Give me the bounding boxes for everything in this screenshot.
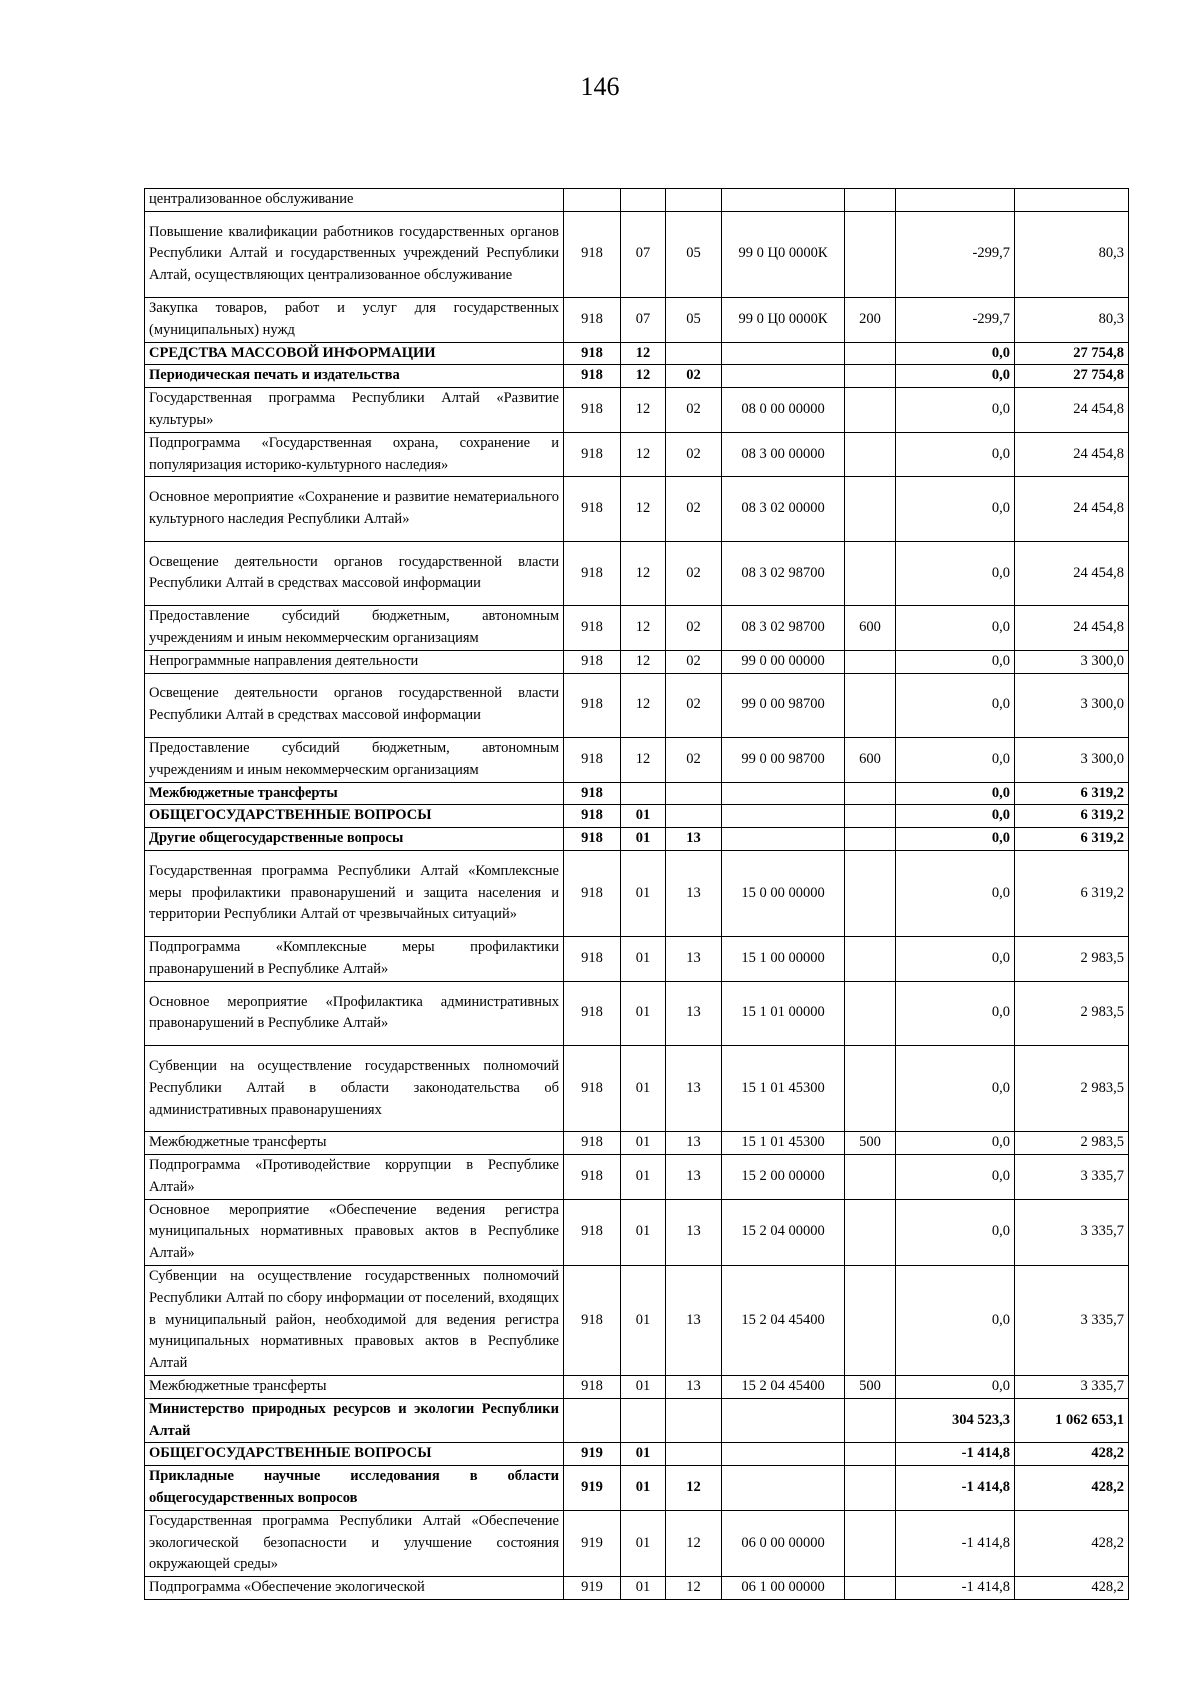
row-name: Непрограммные направления деятельности: [145, 650, 564, 673]
row-target-article-code: 15 1 00 00000: [722, 937, 845, 982]
row-subsection-code: 13: [666, 1132, 722, 1155]
row-name: Основное мероприятие «Профилактика административных правонарушений в Республике Алтай»: [145, 981, 564, 1045]
row-grbs-code: 918: [564, 1132, 621, 1155]
row-grbs-code: 918: [564, 673, 621, 737]
row-expense-type-code: [845, 365, 896, 388]
budget-table-body: [145, 189, 1129, 1600]
row-grbs-code: 918: [564, 365, 621, 388]
row-subsection-code: 02: [666, 737, 722, 782]
row-amount-total: 428,2: [1015, 1443, 1129, 1466]
row-expense-type-code: 600: [845, 606, 896, 651]
row-section-code: 12: [621, 673, 666, 737]
row-target-article-code: [722, 342, 845, 365]
row-subsection-code: 02: [666, 673, 722, 737]
budget-table: [144, 188, 1129, 1600]
row-amount-total: 3 335,7: [1015, 1155, 1129, 1200]
row-amount-total: 2 983,5: [1015, 937, 1129, 982]
row-section-code: 12: [621, 606, 666, 651]
row-expense-type-code: [845, 828, 896, 851]
row-section-code: 01: [621, 828, 666, 851]
row-name: ОБЩЕГОСУДАРСТВЕННЫЕ ВОПРОСЫ: [145, 805, 564, 828]
row-section-code: 01: [621, 1199, 666, 1265]
row-grbs-code: 918: [564, 477, 621, 541]
row-expense-type-code: [845, 477, 896, 541]
table-row: [145, 850, 1129, 936]
row-name: Подпрограмма «Противодействие коррупции в Республике Алтай»: [145, 1155, 564, 1200]
row-subsection-code: 02: [666, 606, 722, 651]
row-amount-change: -299,7: [896, 211, 1015, 297]
row-name: Субвенции на осуществление государственных полномочий Республики Алтай по сбору информации от поселений, входящих в муниципальный район, необходимой для ведения регистра муниципальных нормативных правовых актов в Республике Алтай: [145, 1266, 564, 1376]
row-target-article-code: [722, 1443, 845, 1466]
row-amount-change: 0,0: [896, 1376, 1015, 1399]
row-grbs-code: 918: [564, 805, 621, 828]
row-subsection-code: 13: [666, 1266, 722, 1376]
row-subsection-code: 13: [666, 937, 722, 982]
row-amount-total: 428,2: [1015, 1577, 1129, 1600]
row-amount-change: 0,0: [896, 541, 1015, 605]
row-amount-change: 0,0: [896, 937, 1015, 982]
row-grbs-code: 918: [564, 211, 621, 297]
row-target-article-code: 99 0 00 98700: [722, 673, 845, 737]
row-expense-type-code: [845, 782, 896, 805]
row-subsection-code: [666, 189, 722, 212]
row-grbs-code: 918: [564, 342, 621, 365]
row-subsection-code: [666, 1443, 722, 1466]
row-amount-total: 6 319,2: [1015, 782, 1129, 805]
table-row: [145, 1466, 1129, 1511]
row-expense-type-code: [845, 1466, 896, 1511]
row-grbs-code: 918: [564, 541, 621, 605]
table-row: [145, 388, 1129, 433]
row-target-article-code: 99 0 Ц0 0000К: [722, 211, 845, 297]
row-amount-total: 2 983,5: [1015, 1132, 1129, 1155]
row-subsection-code: 02: [666, 650, 722, 673]
row-amount-total: 3 335,7: [1015, 1266, 1129, 1376]
table-row: [145, 1046, 1129, 1132]
row-grbs-code: 918: [564, 650, 621, 673]
row-amount-total: 24 454,8: [1015, 432, 1129, 477]
table-row: [145, 737, 1129, 782]
row-section-code: 01: [621, 1376, 666, 1399]
table-row: [145, 342, 1129, 365]
table-row: [145, 673, 1129, 737]
row-expense-type-code: [845, 650, 896, 673]
row-name: Освещение деятельности органов государственной власти Республики Алтай в средствах массовой информации: [145, 541, 564, 605]
row-amount-change: 0,0: [896, 1266, 1015, 1376]
row-name: Подпрограмма «Комплексные меры профилактики правонарушений в Республике Алтай»: [145, 937, 564, 982]
row-name: Межбюджетные трансферты: [145, 782, 564, 805]
row-expense-type-code: [845, 1577, 896, 1600]
row-target-article-code: 08 3 02 98700: [722, 541, 845, 605]
row-section-code: 07: [621, 297, 666, 342]
table-row: [145, 937, 1129, 982]
row-name: Государственная программа Республики Алтай «Комплексные меры профилактики правонарушений и защита населения и территории Республики Алтай от чрезвычайных ситуаций»: [145, 850, 564, 936]
row-target-article-code: [722, 805, 845, 828]
row-section-code: 12: [621, 365, 666, 388]
table-row: [145, 365, 1129, 388]
row-amount-total: 27 754,8: [1015, 342, 1129, 365]
row-subsection-code: 13: [666, 1155, 722, 1200]
row-name: Субвенции на осуществление государственных полномочий Республики Алтай в области законодательства об административных правонарушениях: [145, 1046, 564, 1132]
row-subsection-code: 05: [666, 211, 722, 297]
row-subsection-code: 13: [666, 828, 722, 851]
row-name: Предоставление субсидий бюджетным, автономным учреждениям и иным некоммерческим организациям: [145, 606, 564, 651]
row-grbs-code: 918: [564, 1199, 621, 1265]
row-expense-type-code: [845, 1199, 896, 1265]
row-name: Межбюджетные трансферты: [145, 1132, 564, 1155]
row-name: Государственная программа Республики Алтай «Развитие культуры»: [145, 388, 564, 433]
row-subsection-code: 13: [666, 850, 722, 936]
row-amount-total: 27 754,8: [1015, 365, 1129, 388]
table-row: [145, 211, 1129, 297]
row-section-code: 12: [621, 432, 666, 477]
table-row: [145, 297, 1129, 342]
table-row: [145, 189, 1129, 212]
row-grbs-code: 918: [564, 1376, 621, 1399]
row-target-article-code: 15 1 01 45300: [722, 1132, 845, 1155]
row-target-article-code: [722, 828, 845, 851]
row-subsection-code: [666, 805, 722, 828]
row-subsection-code: 13: [666, 1046, 722, 1132]
row-section-code: 01: [621, 1155, 666, 1200]
row-grbs-code: 918: [564, 782, 621, 805]
row-grbs-code: 919: [564, 1466, 621, 1511]
row-target-article-code: 08 3 00 00000: [722, 432, 845, 477]
row-amount-total: 3 300,0: [1015, 737, 1129, 782]
row-subsection-code: 12: [666, 1510, 722, 1576]
row-target-article-code: 15 2 04 45400: [722, 1266, 845, 1376]
row-section-code: 12: [621, 650, 666, 673]
row-amount-change: 0,0: [896, 365, 1015, 388]
row-amount-change: 0,0: [896, 673, 1015, 737]
row-expense-type-code: [845, 850, 896, 936]
row-section-code: 01: [621, 850, 666, 936]
row-target-article-code: 08 3 02 00000: [722, 477, 845, 541]
row-section-code: [621, 189, 666, 212]
row-expense-type-code: [845, 189, 896, 212]
row-amount-total: 6 319,2: [1015, 828, 1129, 851]
row-amount-change: 0,0: [896, 342, 1015, 365]
row-subsection-code: 02: [666, 477, 722, 541]
row-target-article-code: 08 0 00 00000: [722, 388, 845, 433]
row-expense-type-code: [845, 1155, 896, 1200]
row-amount-change: 0,0: [896, 828, 1015, 851]
row-name: Государственная программа Республики Алтай «Обеспечение экологической безопасности и улучшение состояния окружающей среды»: [145, 1510, 564, 1576]
row-amount-change: 0,0: [896, 1155, 1015, 1200]
table-row: [145, 1398, 1129, 1443]
row-subsection-code: 02: [666, 432, 722, 477]
row-section-code: [621, 782, 666, 805]
table-row: [145, 1266, 1129, 1376]
row-expense-type-code: [845, 432, 896, 477]
row-amount-total: 2 983,5: [1015, 1046, 1129, 1132]
row-amount-change: [896, 189, 1015, 212]
row-name: ОБЩЕГОСУДАРСТВЕННЫЕ ВОПРОСЫ: [145, 1443, 564, 1466]
row-grbs-code: 919: [564, 1443, 621, 1466]
row-section-code: 01: [621, 1132, 666, 1155]
row-section-code: [621, 1398, 666, 1443]
row-amount-total: 6 319,2: [1015, 805, 1129, 828]
row-subsection-code: 02: [666, 541, 722, 605]
row-amount-total: 80,3: [1015, 211, 1129, 297]
row-expense-type-code: 600: [845, 737, 896, 782]
row-expense-type-code: [845, 1046, 896, 1132]
row-amount-total: 80,3: [1015, 297, 1129, 342]
row-subsection-code: 02: [666, 365, 722, 388]
row-subsection-code: 12: [666, 1577, 722, 1600]
page-number: 146: [580, 72, 620, 101]
row-grbs-code: [564, 1398, 621, 1443]
row-grbs-code: 918: [564, 850, 621, 936]
row-amount-change: -1 414,8: [896, 1466, 1015, 1511]
row-section-code: 12: [621, 737, 666, 782]
row-section-code: 01: [621, 981, 666, 1045]
row-amount-change: 0,0: [896, 388, 1015, 433]
row-expense-type-code: [845, 388, 896, 433]
row-amount-change: 0,0: [896, 805, 1015, 828]
row-amount-change: 0,0: [896, 981, 1015, 1045]
row-target-article-code: 15 1 01 45300: [722, 1046, 845, 1132]
row-target-article-code: 15 2 00 00000: [722, 1155, 845, 1200]
row-expense-type-code: [845, 937, 896, 982]
row-name: Подпрограмма «Государственная охрана, сохранение и популяризация историко-культурного наследия»: [145, 432, 564, 477]
row-expense-type-code: [845, 1443, 896, 1466]
row-grbs-code: 918: [564, 737, 621, 782]
row-amount-change: 0,0: [896, 650, 1015, 673]
row-expense-type-code: [845, 805, 896, 828]
table-row: [145, 1155, 1129, 1200]
row-amount-change: 0,0: [896, 1046, 1015, 1132]
row-target-article-code: 15 2 04 00000: [722, 1199, 845, 1265]
row-amount-change: 0,0: [896, 432, 1015, 477]
row-subsection-code: 02: [666, 388, 722, 433]
table-row: [145, 606, 1129, 651]
row-subsection-code: 12: [666, 1466, 722, 1511]
row-subsection-code: [666, 1398, 722, 1443]
row-subsection-code: [666, 342, 722, 365]
row-target-article-code: 99 0 Ц0 0000К: [722, 297, 845, 342]
row-grbs-code: 918: [564, 828, 621, 851]
row-target-article-code: 15 2 04 45400: [722, 1376, 845, 1399]
row-amount-total: 428,2: [1015, 1466, 1129, 1511]
row-amount-change: 0,0: [896, 850, 1015, 936]
row-section-code: 01: [621, 1510, 666, 1576]
row-grbs-code: 918: [564, 388, 621, 433]
row-section-code: 01: [621, 1443, 666, 1466]
row-grbs-code: 919: [564, 1577, 621, 1600]
row-grbs-code: 918: [564, 937, 621, 982]
row-name: Министерство природных ресурсов и экологии Республики Алтай: [145, 1398, 564, 1443]
row-name: централизованное обслуживание: [145, 189, 564, 212]
row-section-code: 01: [621, 1577, 666, 1600]
row-amount-total: 24 454,8: [1015, 388, 1129, 433]
row-grbs-code: 918: [564, 981, 621, 1045]
row-section-code: 12: [621, 541, 666, 605]
row-amount-change: -1 414,8: [896, 1510, 1015, 1576]
row-section-code: 12: [621, 342, 666, 365]
table-row: [145, 1199, 1129, 1265]
row-amount-change: 0,0: [896, 606, 1015, 651]
row-section-code: 01: [621, 1266, 666, 1376]
row-amount-change: 0,0: [896, 782, 1015, 805]
row-target-article-code: 06 1 00 00000: [722, 1577, 845, 1600]
row-name: Основное мероприятие «Сохранение и развитие нематериального культурного наследия Республики Алтай»: [145, 477, 564, 541]
table-row: [145, 1376, 1129, 1399]
row-grbs-code: [564, 189, 621, 212]
row-target-article-code: [722, 782, 845, 805]
table-row: [145, 650, 1129, 673]
row-amount-total: 3 335,7: [1015, 1199, 1129, 1265]
table-row: [145, 1577, 1129, 1600]
row-name: Подпрограмма «Обеспечение экологической: [145, 1577, 564, 1600]
row-amount-total: 1 062 653,1: [1015, 1398, 1129, 1443]
row-expense-type-code: [845, 1266, 896, 1376]
row-grbs-code: 918: [564, 432, 621, 477]
row-name: Повышение квалификации работников государственных органов Республики Алтай и государственных учреждений Республики Алтай, осуществляющих централизованное обслуживание: [145, 211, 564, 297]
row-expense-type-code: [845, 541, 896, 605]
row-amount-total: 24 454,8: [1015, 606, 1129, 651]
row-section-code: 07: [621, 211, 666, 297]
row-amount-total: 3 300,0: [1015, 673, 1129, 737]
table-row: [145, 477, 1129, 541]
row-amount-total: 2 983,5: [1015, 981, 1129, 1045]
row-section-code: 12: [621, 477, 666, 541]
table-row: [145, 805, 1129, 828]
row-grbs-code: 918: [564, 1155, 621, 1200]
row-section-code: 12: [621, 388, 666, 433]
row-name: Предоставление субсидий бюджетным, автономным учреждениям и иным некоммерческим организациям: [145, 737, 564, 782]
row-target-article-code: 15 1 01 00000: [722, 981, 845, 1045]
row-target-article-code: 06 0 00 00000: [722, 1510, 845, 1576]
row-amount-change: 304 523,3: [896, 1398, 1015, 1443]
table-row: [145, 782, 1129, 805]
row-expense-type-code: 500: [845, 1132, 896, 1155]
row-grbs-code: 918: [564, 1266, 621, 1376]
row-name: Основное мероприятие «Обеспечение ведения регистра муниципальных нормативных правовых актов в Республике Алтай»: [145, 1199, 564, 1265]
row-amount-total: 24 454,8: [1015, 541, 1129, 605]
table-row: [145, 1132, 1129, 1155]
row-subsection-code: 13: [666, 981, 722, 1045]
row-subsection-code: [666, 782, 722, 805]
table-row: [145, 1510, 1129, 1576]
row-grbs-code: 918: [564, 297, 621, 342]
row-section-code: 01: [621, 937, 666, 982]
row-target-article-code: 08 3 02 98700: [722, 606, 845, 651]
row-target-article-code: [722, 1398, 845, 1443]
row-amount-total: 428,2: [1015, 1510, 1129, 1576]
row-amount-change: -1 414,8: [896, 1577, 1015, 1600]
row-expense-type-code: 500: [845, 1376, 896, 1399]
row-target-article-code: 99 0 00 98700: [722, 737, 845, 782]
row-amount-total: 3 300,0: [1015, 650, 1129, 673]
row-subsection-code: 13: [666, 1376, 722, 1399]
row-expense-type-code: [845, 981, 896, 1045]
row-name: Прикладные научные исследования в области общегосударственных вопросов: [145, 1466, 564, 1511]
row-name: Освещение деятельности органов государственной власти Республики Алтай в средствах массовой информации: [145, 673, 564, 737]
row-name: Периодическая печать и издательства: [145, 365, 564, 388]
row-amount-change: 0,0: [896, 477, 1015, 541]
table-row: [145, 828, 1129, 851]
row-subsection-code: 13: [666, 1199, 722, 1265]
row-amount-total: 3 335,7: [1015, 1376, 1129, 1399]
row-name: Закупка товаров, работ и услуг для государственных (муниципальных) нужд: [145, 297, 564, 342]
row-grbs-code: 919: [564, 1510, 621, 1576]
row-expense-type-code: [845, 1398, 896, 1443]
row-expense-type-code: [845, 673, 896, 737]
table-row: [145, 432, 1129, 477]
row-expense-type-code: [845, 211, 896, 297]
row-target-article-code: [722, 365, 845, 388]
row-amount-total: [1015, 189, 1129, 212]
row-expense-type-code: [845, 342, 896, 365]
row-grbs-code: 918: [564, 606, 621, 651]
row-section-code: 01: [621, 805, 666, 828]
table-row: [145, 1443, 1129, 1466]
row-subsection-code: 05: [666, 297, 722, 342]
row-grbs-code: 918: [564, 1046, 621, 1132]
row-name: Межбюджетные трансферты: [145, 1376, 564, 1399]
row-amount-change: -299,7: [896, 297, 1015, 342]
row-expense-type-code: [845, 1510, 896, 1576]
row-amount-change: 0,0: [896, 1132, 1015, 1155]
row-name: СРЕДСТВА МАССОВОЙ ИНФОРМАЦИИ: [145, 342, 564, 365]
row-amount-total: 24 454,8: [1015, 477, 1129, 541]
row-section-code: 01: [621, 1046, 666, 1132]
row-amount-total: 6 319,2: [1015, 850, 1129, 936]
table-row: [145, 981, 1129, 1045]
row-target-article-code: 99 0 00 00000: [722, 650, 845, 673]
row-amount-change: 0,0: [896, 1199, 1015, 1265]
row-section-code: 01: [621, 1466, 666, 1511]
row-name: Другие общегосударственные вопросы: [145, 828, 564, 851]
row-amount-change: -1 414,8: [896, 1443, 1015, 1466]
row-expense-type-code: 200: [845, 297, 896, 342]
row-amount-change: 0,0: [896, 737, 1015, 782]
row-target-article-code: 15 0 00 00000: [722, 850, 845, 936]
row-target-article-code: [722, 1466, 845, 1511]
row-target-article-code: [722, 189, 845, 212]
table-row: [145, 541, 1129, 605]
